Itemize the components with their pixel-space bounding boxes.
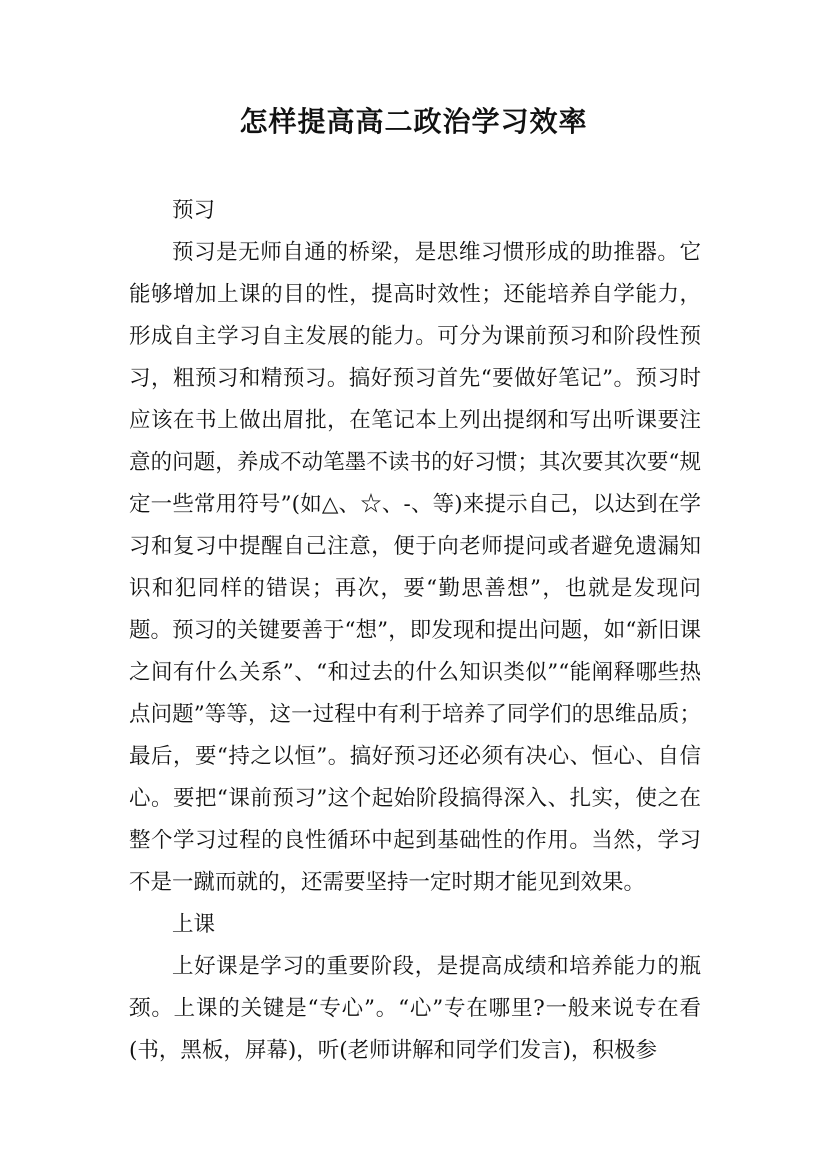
section-heading-preview: 预习: [172, 198, 216, 223]
paragraph-class-body: 上好课是学习的重要阶段，是提高成绩和培养能力的瓶颈。上课的关键是“专心”。“心”专在哪里?一般来说专在看(书，黑板，屏幕)，听(老师讲解和同学们发言)，积极参: [129, 954, 701, 1063]
section-heading-class: 上课: [172, 912, 216, 937]
paragraph-preview-body: 预习是无师自通的桥梁，是思维习惯形成的助推器。它能够增加上课的目的性，提高时效性；还能培养自学能力，形成自主学习自主发展的能力。可分为课前预习和阶段性预习，粗预习和精预习。搞好预习首先“要做好笔记”。预习时应该在书上做出眉批，在笔记本上列出提纲和写出听课要注意的问题，养成不动笔墨不读书的好习惯；其次要其次要“规定一些常用符号”(如△、☆、-、等)来提示自己，以达到在学习和复习中提醒自己注意，便于向老师提问或者避免遗漏知识和犯同样的错误；再次，要“勤思善想”，也就是发现问题。预习的关键要善于“想”，即发现和提出问题，如“新旧课之间有什么关系”、“和过去的什么知识类似”“能阐释哪些热点问题”等等，这一过程中有利于培养了同学们的思维品质；最后，要“持之以恒”。搞好预习还必须有决心、恒心、自信心。要把“课前预习”这个起始阶段搞得深入、扎实，使之在整个学习过程的良性循环中起到基础性的作用。当然，学习不是一蹴而就的，还需要坚持一定时期才能见到效果。: [129, 240, 701, 895]
document-title: 怎样提高高二政治学习效率: [239, 105, 588, 138]
document-body: [129, 190, 701, 1072]
